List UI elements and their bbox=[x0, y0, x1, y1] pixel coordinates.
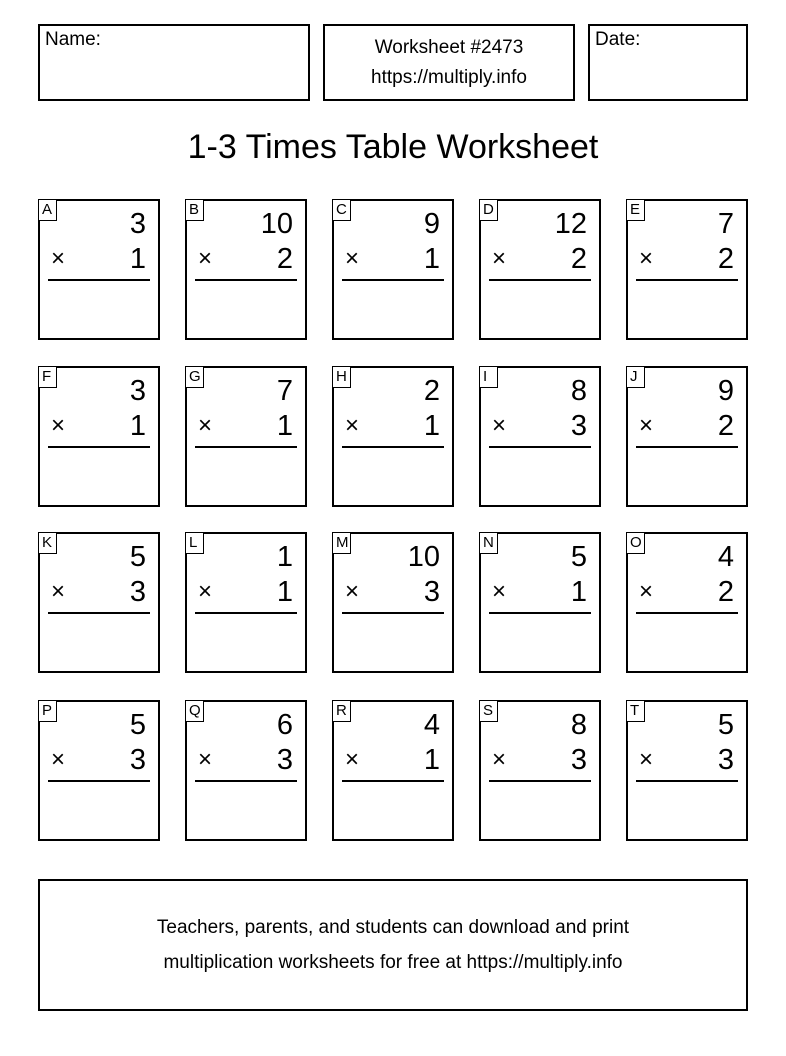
multiplier: 1 bbox=[570, 576, 587, 608]
multiplier: 1 bbox=[129, 410, 146, 442]
name-label: Name: bbox=[45, 29, 101, 50]
times-icon: × bbox=[639, 245, 654, 272]
problem-card bbox=[479, 366, 601, 507]
answer-line bbox=[342, 780, 444, 782]
multiplier: 1 bbox=[423, 744, 440, 776]
multiplicand: 1 bbox=[276, 541, 293, 573]
multiplicand: 9 bbox=[423, 208, 440, 240]
multiplicand: 5 bbox=[717, 709, 734, 741]
times-icon: × bbox=[198, 245, 213, 272]
multiplier: 1 bbox=[129, 243, 146, 275]
problem-card bbox=[38, 199, 160, 340]
multiplier: 1 bbox=[423, 243, 440, 275]
multiplier: 3 bbox=[276, 744, 293, 776]
problem-label: G bbox=[185, 366, 204, 388]
problem-label: B bbox=[185, 199, 204, 221]
multiplicand: 6 bbox=[276, 709, 293, 741]
worksheet-info-box bbox=[323, 24, 575, 101]
multiplicand: 8 bbox=[570, 709, 587, 741]
answer-line bbox=[48, 446, 150, 448]
times-icon: × bbox=[198, 578, 213, 605]
name-box bbox=[38, 24, 310, 101]
multiplicand: 3 bbox=[129, 375, 146, 407]
answer-line bbox=[636, 612, 738, 614]
multiplicand: 4 bbox=[423, 709, 440, 741]
multiplicand: 8 bbox=[570, 375, 587, 407]
problem-card bbox=[332, 532, 454, 673]
multiplicand: 7 bbox=[276, 375, 293, 407]
problem-label: A bbox=[38, 199, 57, 221]
times-icon: × bbox=[639, 746, 654, 773]
date-box bbox=[588, 24, 748, 101]
problem-card bbox=[626, 199, 748, 340]
problem-card bbox=[38, 532, 160, 673]
answer-line bbox=[489, 446, 591, 448]
multiplicand: 10 bbox=[407, 541, 440, 573]
multiplicand: 7 bbox=[717, 208, 734, 240]
problem-card bbox=[38, 366, 160, 507]
multiplicand: 3 bbox=[129, 208, 146, 240]
problem-card bbox=[185, 700, 307, 841]
problem-label: C bbox=[332, 199, 351, 221]
multiplicand: 5 bbox=[129, 709, 146, 741]
footer-line-1: Teachers, parents, and students can download and print bbox=[156, 917, 630, 938]
problem-label: J bbox=[626, 366, 645, 388]
problem-label: S bbox=[479, 700, 498, 722]
multiplier: 1 bbox=[276, 410, 293, 442]
times-icon: × bbox=[492, 746, 507, 773]
problem-label: F bbox=[38, 366, 57, 388]
answer-line bbox=[636, 446, 738, 448]
problem-card bbox=[332, 199, 454, 340]
problem-card bbox=[332, 700, 454, 841]
times-icon: × bbox=[345, 412, 360, 439]
times-icon: × bbox=[345, 578, 360, 605]
multiplier: 3 bbox=[717, 744, 734, 776]
worksheet-number: Worksheet #2473 bbox=[374, 36, 524, 58]
times-icon: × bbox=[345, 746, 360, 773]
date-label: Date: bbox=[595, 29, 641, 50]
multiplier: 2 bbox=[717, 576, 734, 608]
site-url: https://multiply.info bbox=[371, 66, 527, 88]
answer-line bbox=[48, 780, 150, 782]
times-icon: × bbox=[639, 578, 654, 605]
multiplicand: 2 bbox=[423, 375, 440, 407]
times-icon: × bbox=[51, 746, 66, 773]
problem-card bbox=[479, 700, 601, 841]
times-icon: × bbox=[51, 245, 66, 272]
answer-line bbox=[489, 279, 591, 281]
times-icon: × bbox=[345, 245, 360, 272]
multiplicand: 9 bbox=[717, 375, 734, 407]
multiplicand: 5 bbox=[570, 541, 587, 573]
problem-label: P bbox=[38, 700, 57, 722]
multiplier: 1 bbox=[423, 410, 440, 442]
multiplier: 2 bbox=[570, 243, 587, 275]
multiplicand: 4 bbox=[717, 541, 734, 573]
problem-label: N bbox=[479, 532, 498, 554]
problem-card bbox=[185, 532, 307, 673]
answer-line bbox=[195, 780, 297, 782]
times-icon: × bbox=[492, 412, 507, 439]
problem-card bbox=[479, 532, 601, 673]
times-icon: × bbox=[492, 245, 507, 272]
times-icon: × bbox=[198, 746, 213, 773]
problem-card bbox=[626, 366, 748, 507]
multiplier: 2 bbox=[717, 243, 734, 275]
times-icon: × bbox=[198, 412, 213, 439]
answer-line bbox=[636, 279, 738, 281]
footer-line-2: multiplication worksheets for free at https://multiply.info bbox=[163, 952, 623, 973]
times-icon: × bbox=[492, 578, 507, 605]
multiplier: 3 bbox=[570, 410, 587, 442]
times-icon: × bbox=[51, 578, 66, 605]
problem-card bbox=[626, 532, 748, 673]
answer-line bbox=[195, 446, 297, 448]
answer-line bbox=[489, 780, 591, 782]
problem-label: E bbox=[626, 199, 645, 221]
answer-line bbox=[489, 612, 591, 614]
multiplier: 3 bbox=[570, 744, 587, 776]
problem-label: H bbox=[332, 366, 351, 388]
problem-label: K bbox=[38, 532, 57, 554]
times-icon: × bbox=[51, 412, 66, 439]
answer-line bbox=[195, 612, 297, 614]
multiplier: 3 bbox=[423, 576, 440, 608]
problem-label: O bbox=[626, 532, 645, 554]
multiplier: 3 bbox=[129, 744, 146, 776]
problem-label: R bbox=[332, 700, 351, 722]
multiplicand: 5 bbox=[129, 541, 146, 573]
multiplicand: 10 bbox=[260, 208, 293, 240]
times-icon: × bbox=[639, 412, 654, 439]
page-title: 1-3 Times Table Worksheet bbox=[187, 128, 599, 166]
answer-line bbox=[342, 279, 444, 281]
multiplier: 2 bbox=[276, 243, 293, 275]
problem-label: I bbox=[479, 366, 498, 388]
problem-card bbox=[38, 700, 160, 841]
problem-card bbox=[185, 199, 307, 340]
answer-line bbox=[48, 612, 150, 614]
footer-box bbox=[38, 879, 748, 1011]
problem-label: L bbox=[185, 532, 204, 554]
problem-label: M bbox=[332, 532, 351, 554]
multiplier: 1 bbox=[276, 576, 293, 608]
multiplier: 3 bbox=[129, 576, 146, 608]
multiplier: 2 bbox=[717, 410, 734, 442]
problem-card bbox=[479, 199, 601, 340]
problem-label: D bbox=[479, 199, 498, 221]
problem-card bbox=[332, 366, 454, 507]
problem-label: T bbox=[626, 700, 645, 722]
problem-card bbox=[185, 366, 307, 507]
answer-line bbox=[195, 279, 297, 281]
answer-line bbox=[48, 279, 150, 281]
answer-line bbox=[342, 446, 444, 448]
problem-card bbox=[626, 700, 748, 841]
problem-label: Q bbox=[185, 700, 204, 722]
multiplicand: 12 bbox=[554, 208, 587, 240]
answer-line bbox=[636, 780, 738, 782]
answer-line bbox=[342, 612, 444, 614]
